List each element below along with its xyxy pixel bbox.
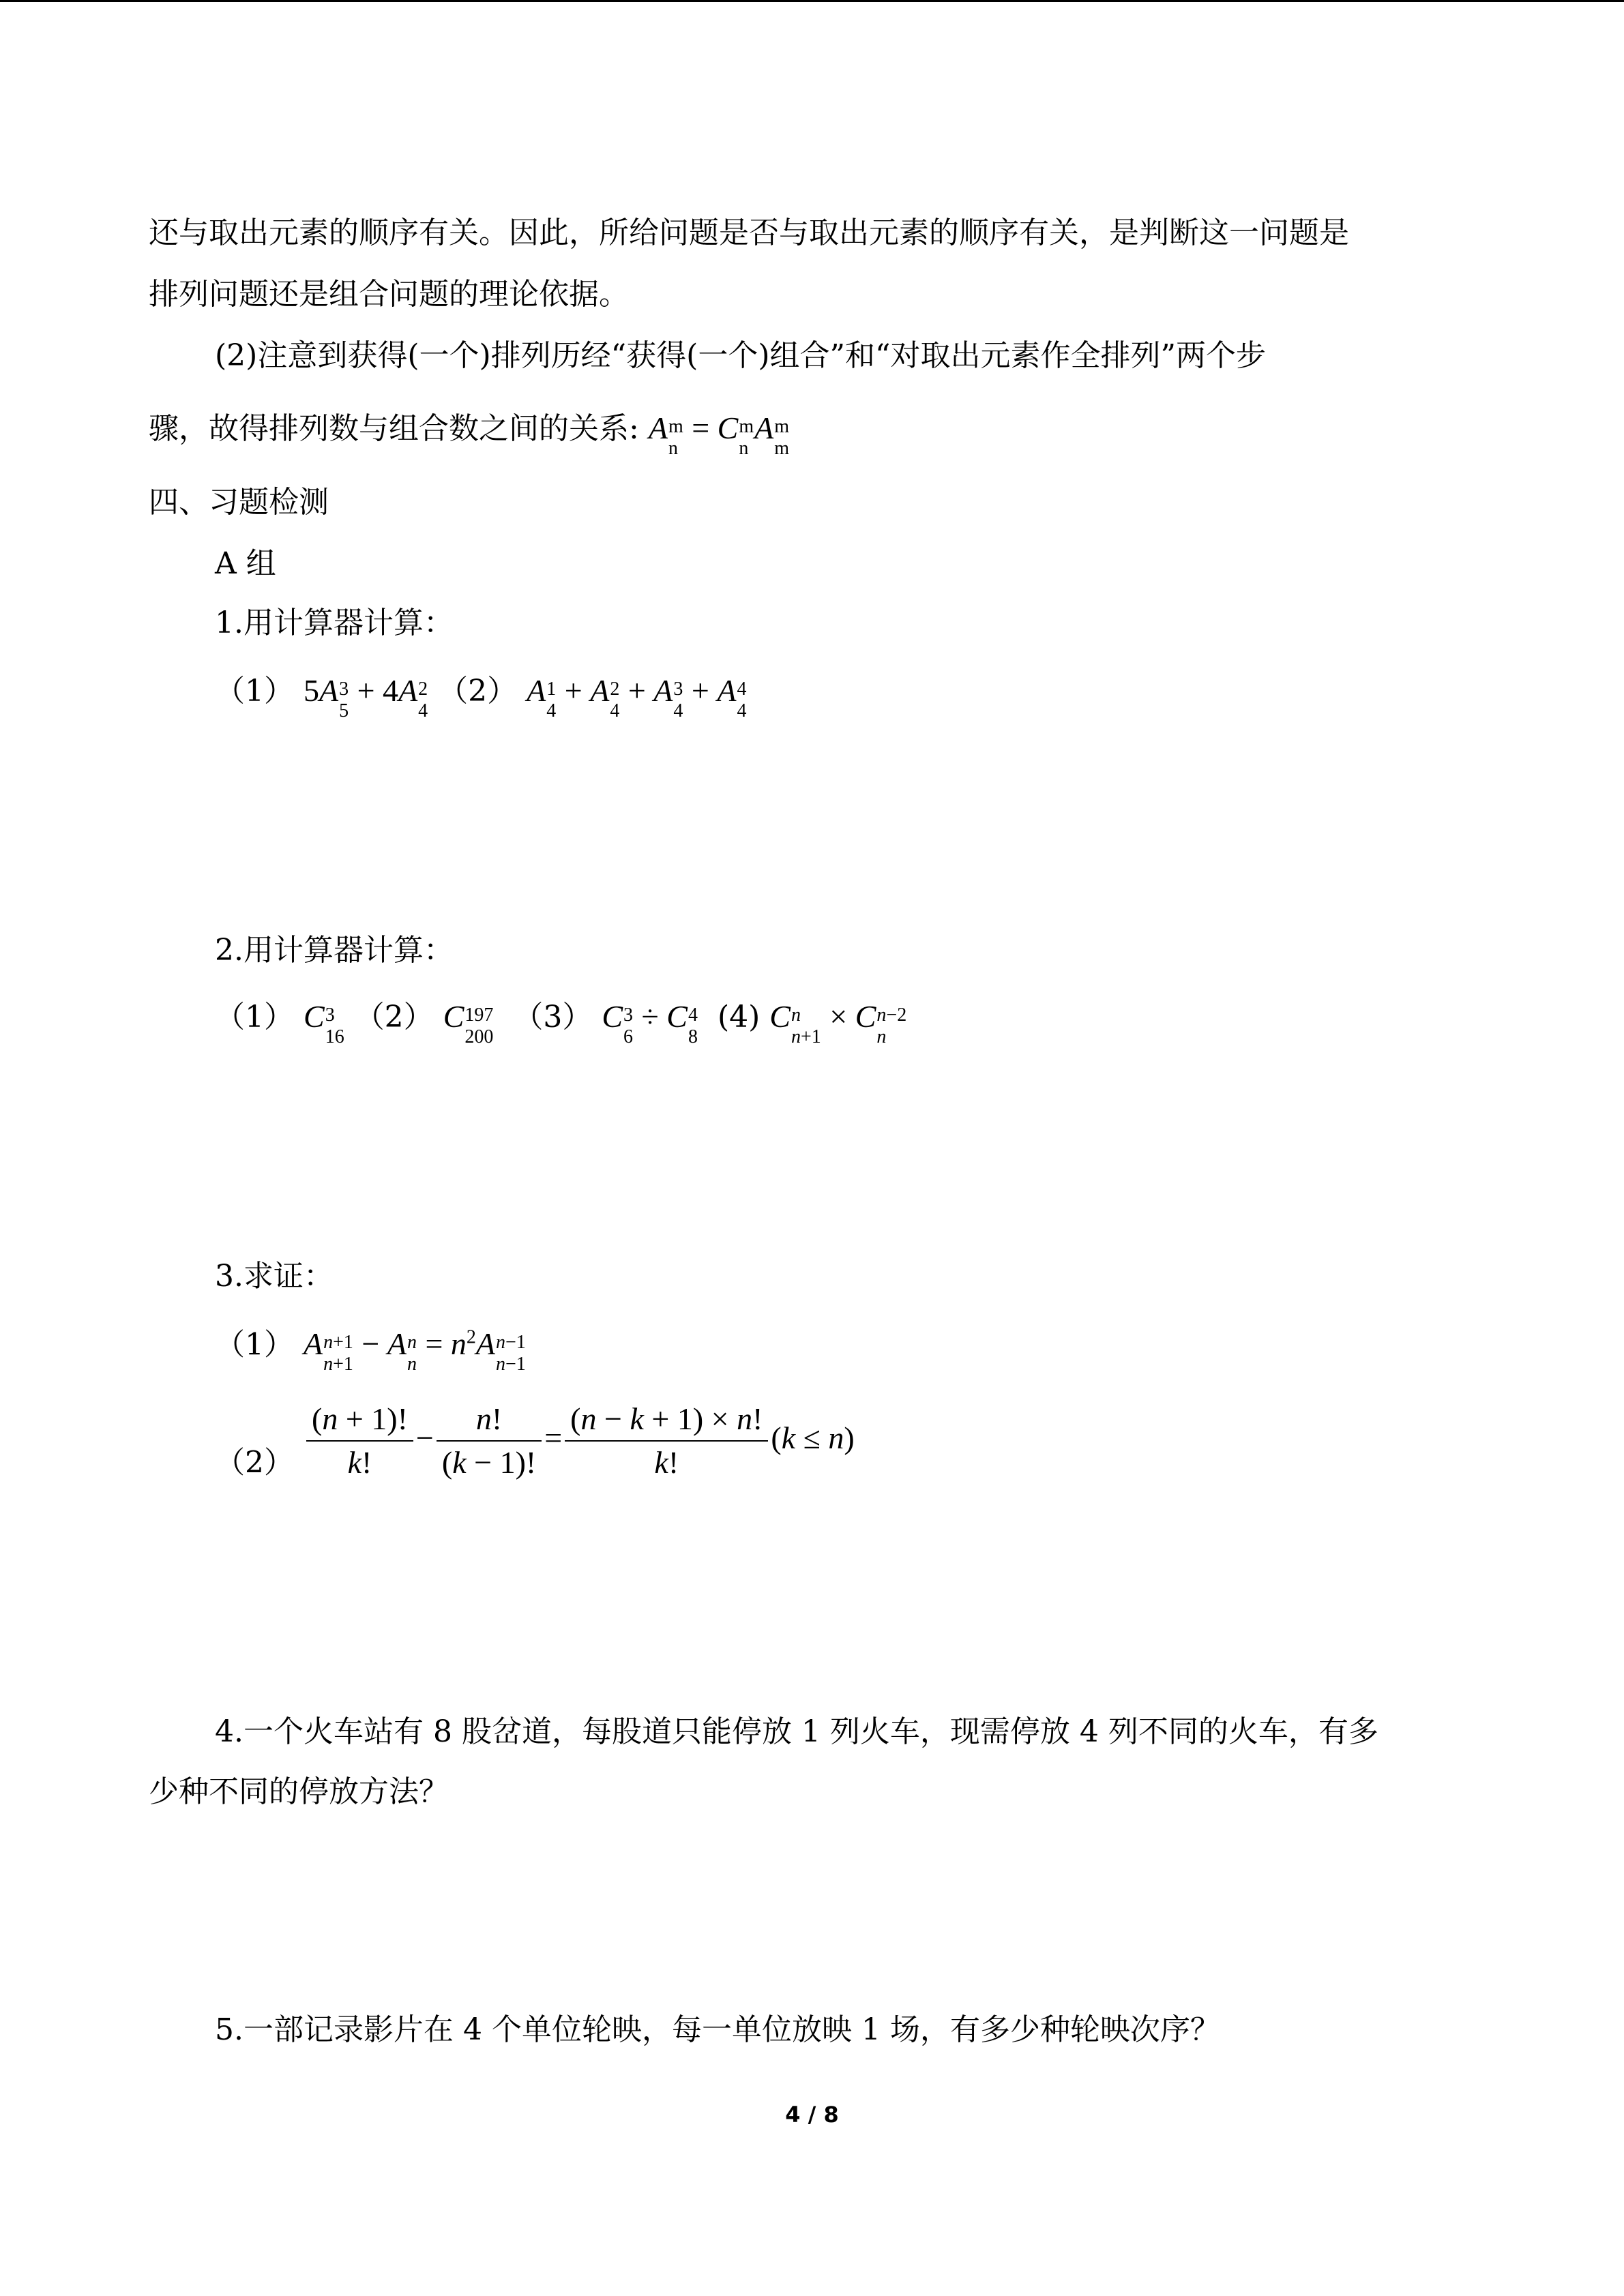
item-label: （2） (215, 1445, 294, 1480)
formula: C n n+1 × C n−2 n (769, 999, 907, 1047)
section-heading: 四、习题检测 (149, 485, 329, 520)
paragraph-line: 排列问题还是组合问题的理论依据。 (149, 277, 629, 312)
question-4-line: 少种不同的停放方法？ (149, 1774, 449, 1809)
top-border-line (0, 0, 1624, 2)
question-5-line: 5.一部记录影片在 4 个单位轮映，每一单位放映 1 场，有多少种轮映次序？ (215, 2012, 1220, 2047)
formula: 5A 3 5 + 4A 2 4 (304, 673, 428, 721)
fraction: $\frac{n!}{(k - 1)!}$ (437, 1398, 542, 1484)
question-1-formulas (215, 675, 747, 721)
item-label: （1） (215, 674, 294, 709)
fraction: $\frac{(n + 1)!}{k!}$ (306, 1398, 413, 1484)
question-4-line: 4.一个火车站有 8 股岔道，每股道只能停放 1 列火车，现需停放 4 列不同的火车，有多 (215, 1714, 1378, 1749)
paragraph-text: 骤，故得排列数与组合数之间的关系: (149, 411, 639, 446)
paragraph-line: (2)注意到获得(一个)排列历经“获得(一个)组合”和“对取出元素作全排列”两个步 (215, 338, 1266, 373)
question-1-stem: 1.用计算器计算： (215, 606, 454, 640)
question-2-stem: 2.用计算器计算： (215, 933, 454, 968)
relation-formula: A m n = C m n A m m (648, 411, 790, 459)
formula: C 3 16 (304, 999, 344, 1047)
item-label: （2） (354, 1000, 434, 1034)
formula: A 1 4 + A 2 4 + A 3 4 + A 4 4 (527, 673, 747, 721)
item-label: （3） (513, 1000, 593, 1034)
paragraph-line: 还与取出元素的顺序有关。因此，所给问题是否与取出元素的顺序有关，是判断这一问题是 (149, 215, 1349, 250)
question-2-formulas (215, 1001, 907, 1047)
group-label: A 组 (215, 546, 276, 581)
question-3-stem: 3.求证： (215, 1259, 334, 1294)
item-label: （2） (438, 674, 518, 709)
item-label: （1） (215, 1000, 294, 1034)
question-3-formula-1 (215, 1328, 527, 1375)
fraction: $\frac{(n - k + 1) \times n!}{k!}$ (565, 1398, 768, 1484)
formula: $\frac{(n + 1)!}{k!}$ − $\frac{n!}{(k - 1)!}$ = $\frac{(n - k + 1) \times n!}{k!}$ (k ≤ n) (304, 1420, 855, 1455)
page-number: 4 / 8 (785, 2102, 839, 2128)
item-label: （1） (215, 1327, 294, 1362)
formula: C 3 6 ÷ C 4 8 (602, 999, 698, 1047)
formula: C 197 200 (443, 999, 494, 1047)
item-label: (4) (717, 1000, 761, 1034)
paragraph-line-with-formula (149, 413, 790, 459)
formula: A n+1 n+1 − A n n = $n^2A$ n−1 n−1 (304, 1326, 526, 1375)
question-3-formula-2 (215, 1398, 855, 1484)
